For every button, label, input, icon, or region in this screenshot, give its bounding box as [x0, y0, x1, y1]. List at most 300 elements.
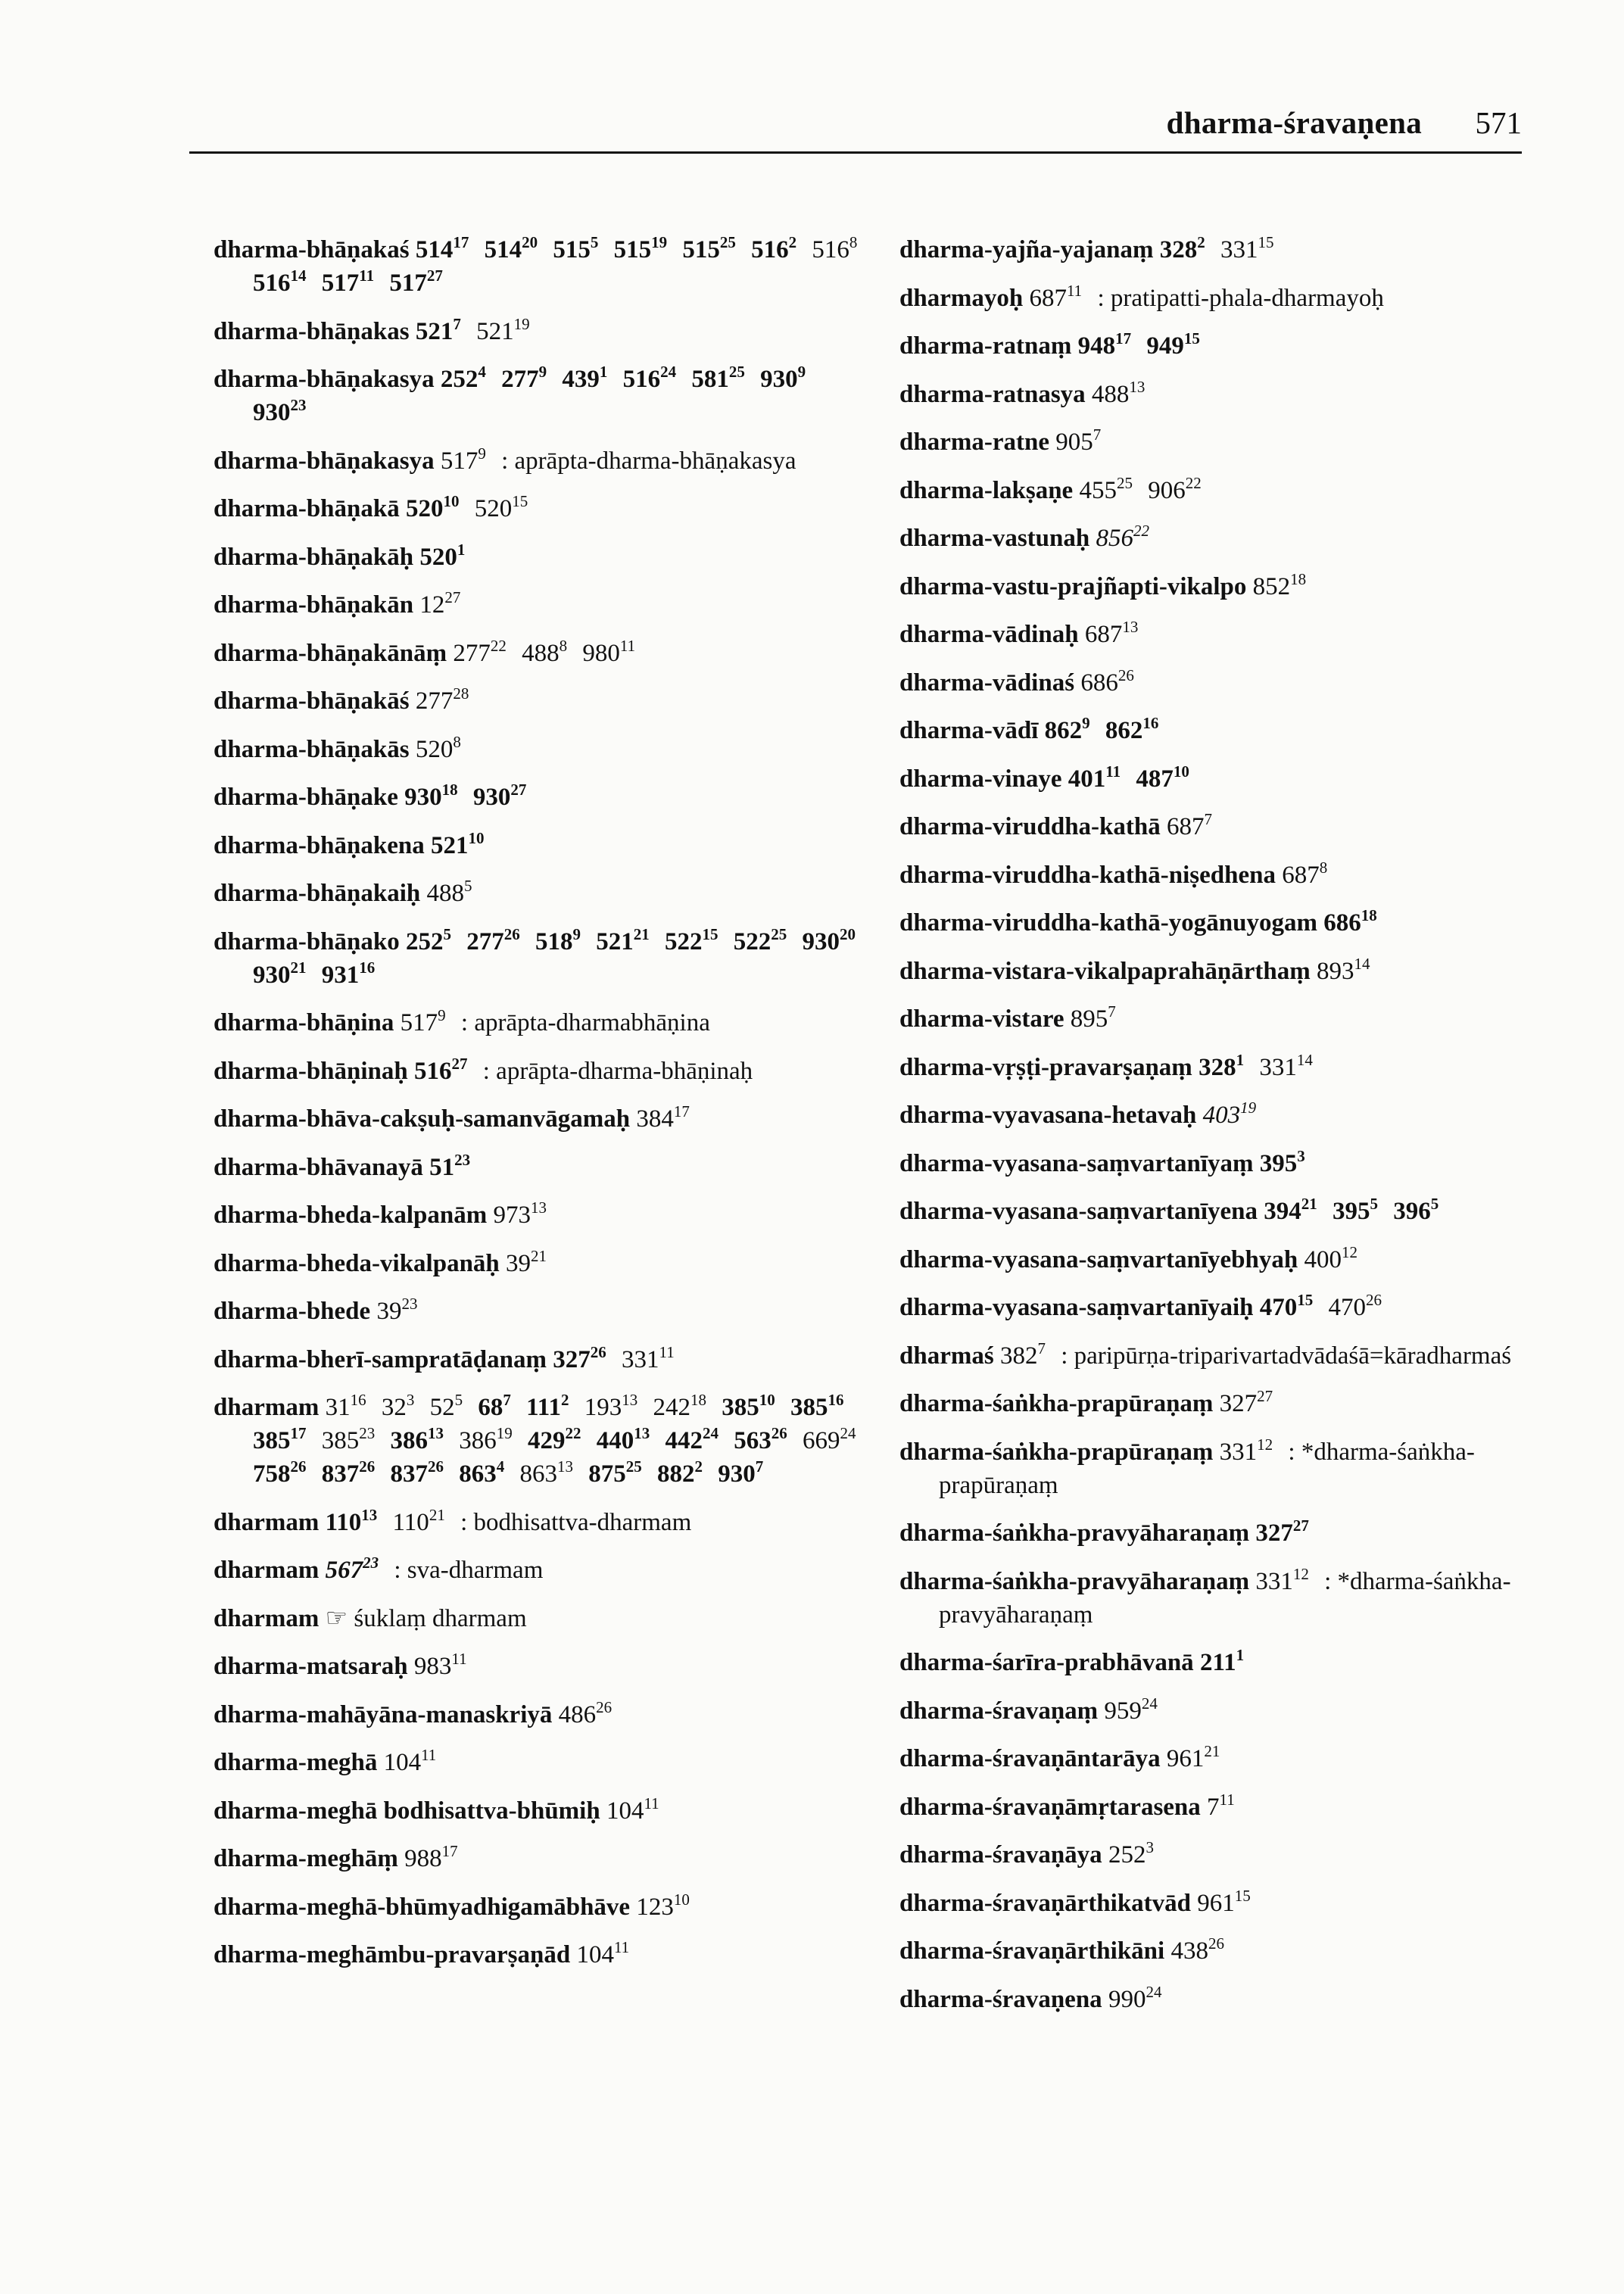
entry-headword: dharma-śravaṇārthikatvād [899, 1889, 1192, 1917]
line-number: 26 [428, 1457, 444, 1476]
entry-headword: dharma-bhāṇakasya [214, 366, 435, 393]
line-number: 5 [454, 1391, 463, 1409]
page-reference: $39^{23}$ [376, 1295, 418, 1325]
page-reference: $518^9$ [535, 924, 581, 955]
page-reference: $331^{14}$ [1259, 1050, 1313, 1081]
page-reference: $521^{21}$ [596, 924, 650, 955]
line-number: 9 [797, 363, 806, 381]
entry-headword: dharma-viruddha-kathā-niṣedhena [899, 861, 1276, 889]
line-number: 13 [1129, 377, 1146, 396]
entry-headword: dharma-śravaṇārthikāni [899, 1937, 1165, 1965]
index-entry [214, 1055, 880, 1088]
page-reference: $277^{26}$ [466, 924, 520, 955]
page-reference: $520^8$ [415, 732, 461, 763]
entry-note: : aprāpta-dharmabhāṇina [460, 1009, 710, 1036]
index-entry [899, 570, 1528, 603]
page-reference: $211^1$ [1199, 1646, 1245, 1676]
page-reference: $52^5$ [429, 1391, 463, 1421]
line-number: 27 [426, 266, 443, 285]
line-number: 16 [1142, 714, 1159, 732]
index-entry [899, 906, 1528, 940]
line-number: 11 [613, 1938, 630, 1956]
line-number: 13 [634, 1424, 650, 1442]
entry-headword: dharma-vyasana-saṃvartanīyebhyaḥ [899, 1245, 1298, 1273]
page-reference: $521^7$ [415, 314, 461, 345]
line-number: 20 [522, 233, 538, 251]
line-number: 17 [453, 233, 469, 251]
index-entry [214, 684, 880, 718]
entry-note: ☞ śuklaṃ dharmam [325, 1604, 527, 1632]
page-reference: $517^9$ [400, 1006, 446, 1036]
line-number: 13 [557, 1457, 573, 1476]
entry-headword: dharma-śarīra-prabhāvanā [899, 1649, 1194, 1676]
entry-headword: dharma-viruddha-kathā [899, 813, 1161, 840]
page-reference: $837^{26}$ [321, 1457, 376, 1488]
page-reference: $488^5$ [426, 877, 472, 907]
entry-headword: dharmayoḥ [899, 284, 1024, 312]
page-reference: $395^3$ [1259, 1146, 1305, 1177]
page-reference: $328^1$ [1199, 1050, 1245, 1081]
page-reference: $758^{26}$ [253, 1457, 307, 1488]
page-reference: $980^{11}$ [582, 636, 636, 667]
page-reference: $567^{23}$ [325, 1554, 379, 1584]
index-entry [214, 363, 880, 429]
index-entry [214, 925, 880, 992]
page-reference: $110^{21}$ [392, 1505, 445, 1536]
page-reference: $242^{18}$ [653, 1391, 706, 1421]
line-number: 8 [453, 732, 461, 751]
left-index-column [214, 233, 880, 1987]
index-entry [214, 781, 880, 814]
page-reference: $875^{25}$ [588, 1457, 642, 1488]
page-reference: $961^{21}$ [1166, 1742, 1220, 1772]
page-reference: $516^{14}$ [253, 266, 307, 297]
entry-headword: dharma-vistare [899, 1005, 1064, 1033]
line-number: 25 [1116, 473, 1133, 492]
entry-headword: dharma-mahāyāna-manaskriyā [214, 1700, 553, 1728]
page-reference: $277^{28}$ [415, 684, 469, 715]
page-reference: $930^9$ [760, 363, 806, 393]
entry-headword: dharma-bhāṇakānāṃ [214, 639, 447, 667]
entry-headword: dharma-matsaraḥ [214, 1653, 408, 1680]
line-number: 3 [406, 1391, 415, 1409]
index-entry [214, 877, 880, 910]
index-entry [214, 1247, 880, 1280]
line-number: 25 [728, 363, 745, 381]
page-reference: $862^9$ [1044, 714, 1090, 744]
page-reference: $327^{27}$ [1255, 1516, 1309, 1547]
line-number: 24 [660, 363, 677, 381]
line-number: 24 [703, 1424, 718, 1442]
line-number: 23 [359, 1424, 376, 1442]
entry-headword: dharma-bhāṇakāś [214, 687, 410, 715]
line-number: 11 [451, 1650, 467, 1668]
page-reference: $983^{11}$ [413, 1650, 467, 1680]
page-reference: $386^{13}$ [390, 1424, 444, 1454]
line-number: 3 [1146, 1838, 1154, 1856]
index-entry [899, 1435, 1528, 1502]
page-reference: $331^{11}$ [622, 1342, 675, 1373]
page-reference: $385^{10}$ [722, 1391, 775, 1421]
index-entry [214, 444, 880, 478]
line-number: 10 [443, 492, 460, 510]
page-reference: $12^{27}$ [419, 588, 461, 619]
entry-headword: dharma-vādinaś [899, 669, 1075, 697]
line-number: 5 [443, 924, 451, 943]
index-entry [899, 233, 1528, 266]
line-number: 25 [625, 1457, 642, 1476]
page-reference: $470^{15}$ [1259, 1291, 1314, 1321]
page-reference: $31^{16}$ [325, 1391, 366, 1421]
page-header [189, 97, 1522, 154]
page-reference: $442^{24}$ [665, 1424, 718, 1454]
line-number: 15 [702, 924, 718, 943]
page-reference: $401^{11}$ [1068, 762, 1121, 793]
entry-headword: dharma-vastunaḥ [899, 525, 1090, 552]
line-number: 2 [1197, 233, 1205, 251]
entry-headword: dharma-bhāṇakasya [214, 447, 435, 475]
page-reference: $856^{22}$ [1096, 522, 1149, 552]
entry-headword: dharma-vyavasana-hetavaḥ [899, 1102, 1197, 1129]
line-number: 26 [596, 1697, 613, 1716]
index-entry [899, 1387, 1528, 1420]
page-reference: $470^{26}$ [1328, 1291, 1382, 1321]
page-reference: $669^{24}$ [803, 1424, 856, 1454]
entry-headword: dharma-bhāvanayā [214, 1153, 423, 1181]
index-entry [899, 1051, 1528, 1084]
page-reference: $488^8$ [522, 636, 568, 667]
entry-headword: dharma-vistara-vikalpaprahāṇārthaṃ [899, 957, 1311, 985]
index-entry [214, 1006, 880, 1039]
line-number: 7 [453, 314, 461, 333]
page-reference: $104^{11}$ [606, 1794, 659, 1825]
line-number: 17 [290, 1424, 307, 1442]
page-reference: $522^{25}$ [733, 924, 787, 955]
index-entry [899, 1099, 1528, 1132]
line-number: 26 [1117, 665, 1134, 684]
line-number: 1 [457, 540, 466, 559]
index-entry [214, 1794, 880, 1828]
line-number: 27 [510, 781, 527, 799]
page-reference: $277^{22}$ [453, 636, 507, 667]
line-number: 13 [361, 1505, 378, 1524]
index-entry [899, 1339, 1528, 1373]
page-reference: $395^5$ [1333, 1195, 1379, 1225]
page-reference: $930^{18}$ [404, 781, 458, 811]
page-reference: $252^5$ [406, 924, 451, 955]
line-number: 2 [694, 1457, 703, 1476]
page-reference: $486^{26}$ [558, 1697, 613, 1728]
line-number: 1 [1236, 1646, 1245, 1664]
page-reference: $487^{10}$ [1136, 762, 1189, 793]
page-reference: $862^{16}$ [1105, 714, 1159, 744]
line-number: 16 [359, 958, 376, 977]
index-entry [899, 1983, 1528, 2016]
page-reference: $514^{17}$ [415, 233, 469, 263]
entry-headword: dharma-bhāṇakān [214, 591, 414, 619]
line-number: 9 [538, 363, 547, 381]
page-reference: $514^{20}$ [484, 233, 538, 263]
index-entry [899, 1147, 1528, 1180]
page-reference: $930^{23}$ [253, 396, 307, 426]
index-entry [899, 378, 1528, 411]
line-number: 24 [1146, 1982, 1162, 2001]
line-number: 28 [453, 684, 469, 703]
page-reference: $973^{13}$ [493, 1198, 547, 1229]
page-reference: $327^{27}$ [1219, 1387, 1273, 1417]
entry-headword: dharma-śaṅkha-pravyāharaṇaṃ [899, 1567, 1250, 1595]
line-number: 23 [290, 396, 307, 414]
page-reference: $687^{13}$ [1084, 618, 1139, 648]
entry-note: : *dharma-śaṅkha-prapūraṇaṃ [939, 1438, 1475, 1499]
entry-headword: dharma-viruddha-kathā-yogānuyogam [899, 909, 1317, 937]
page-reference: $930^{20}$ [802, 924, 856, 955]
index-entry [899, 425, 1528, 459]
page-reference: $516^8$ [812, 233, 858, 263]
entry-headword: dharmam [214, 1557, 320, 1584]
page-reference: $104^{11}$ [383, 1746, 437, 1776]
entry-headword: dharmaś [899, 1342, 994, 1370]
line-number: 24 [1141, 1694, 1158, 1713]
page-reference: $51^{23}$ [429, 1150, 471, 1181]
entry-headword: dharma-bhāṇakena [214, 831, 425, 859]
entry-headword: dharma-bhāṇako [214, 927, 400, 955]
index-entry [899, 1646, 1528, 1679]
entry-headword: dharma-bhāva-cakṣuḥ-samanvāgamaḥ [214, 1105, 631, 1133]
page-reference: $32^3$ [381, 1391, 415, 1421]
line-number: 23 [454, 1150, 471, 1169]
index-entry [214, 315, 880, 348]
line-number: 12 [1292, 1564, 1309, 1583]
page-reference: $905^7$ [1055, 425, 1102, 456]
page-reference: $581^{25}$ [691, 363, 745, 393]
line-number: 2 [788, 233, 797, 251]
line-number: 1 [599, 363, 608, 381]
line-number: 11 [659, 1342, 675, 1361]
index-entry [214, 541, 880, 574]
page-reference: $385^{17}$ [253, 1424, 307, 1454]
line-number: 7 [1108, 1002, 1116, 1021]
line-number: 18 [1361, 906, 1377, 924]
page-reference: $516^2$ [751, 233, 797, 263]
entry-headword: dharma-bhāṇakas [214, 317, 410, 345]
index-entry [899, 1742, 1528, 1775]
line-number: 12 [1341, 1242, 1357, 1261]
index-entry [214, 588, 880, 622]
page-reference: $331^{12}$ [1219, 1435, 1273, 1466]
index-entry [899, 714, 1528, 747]
page-reference: $488^{13}$ [1091, 377, 1146, 408]
line-number: 23 [401, 1295, 418, 1313]
entry-headword: dharma-bhāṇakaś [214, 236, 410, 263]
index-entry [214, 1698, 880, 1731]
entry-headword: dharma-meghā bodhisattva-bhūmiḥ [214, 1797, 600, 1825]
entry-headword: dharma-bhāṇake [214, 784, 398, 811]
page-reference: $252^4$ [440, 363, 486, 393]
line-number: 26 [590, 1342, 606, 1361]
line-number: 26 [503, 924, 520, 943]
page-reference: $439^1$ [562, 363, 608, 393]
line-number: 20 [840, 924, 856, 943]
page-reference: $517^{27}$ [389, 266, 443, 297]
index-entry [899, 1694, 1528, 1728]
entry-headword: dharma-yajña-yajanaṃ [899, 236, 1154, 263]
entry-note: : bodhisattva-dharmam [460, 1508, 692, 1536]
line-number: 21 [633, 924, 650, 943]
entry-headword: dharma-śaṅkha-prapūraṇaṃ [899, 1390, 1214, 1417]
index-entry [899, 618, 1528, 651]
line-number: 25 [719, 233, 736, 251]
entry-headword: dharma-vādī [899, 717, 1039, 744]
page-reference: $988^{17}$ [404, 1842, 458, 1872]
line-number: 7 [755, 1457, 764, 1476]
line-number: 7 [503, 1391, 511, 1409]
line-number: 11 [1066, 281, 1083, 300]
line-number: 22 [490, 636, 507, 655]
entry-headword: dharma-bhāṇakās [214, 735, 410, 763]
page-reference: $104^{11}$ [576, 1938, 630, 1968]
line-number: 17 [673, 1102, 690, 1121]
page-reference: $686^{26}$ [1080, 665, 1134, 697]
page-reference: $328^2$ [1159, 233, 1205, 263]
line-number: 24 [840, 1424, 856, 1442]
index-entry [214, 1391, 880, 1491]
line-number: 10 [1173, 762, 1189, 781]
line-number: 10 [468, 828, 485, 847]
line-number: 16 [828, 1391, 844, 1409]
index-entry [214, 1650, 880, 1683]
page-reference: $961^{15}$ [1197, 1886, 1251, 1917]
page-reference: $948^{17}$ [1077, 329, 1132, 360]
line-number: 27 [1292, 1516, 1309, 1535]
line-number: 14 [1354, 954, 1370, 973]
page-reference: $837^{26}$ [390, 1457, 444, 1488]
index-entry [899, 282, 1528, 315]
line-number: 15 [1297, 1291, 1314, 1309]
entry-headword: dharma-bhāṇina [214, 1009, 394, 1036]
line-number: 15 [512, 492, 528, 510]
page-reference: $863^{13}$ [519, 1457, 573, 1488]
line-number: 19 [513, 314, 530, 333]
line-number: 15 [1258, 233, 1274, 251]
page-reference: $895^7$ [1070, 1002, 1116, 1033]
line-number: 4 [496, 1457, 505, 1476]
index-entry [214, 1746, 880, 1779]
page-reference: $906^{22}$ [1148, 473, 1202, 504]
entry-headword: dharma-śravaṇāya [899, 1841, 1102, 1869]
entry-headword: dharma-ratne [899, 429, 1049, 456]
page-reference: $516^{24}$ [622, 363, 677, 393]
line-number: 27 [451, 1054, 468, 1073]
index-entry [214, 637, 880, 670]
line-number: 4 [478, 363, 486, 381]
index-entry [899, 1565, 1528, 1632]
index-entry [899, 955, 1528, 988]
page-reference: $687^{11}$ [1029, 281, 1083, 312]
entry-note: : aprāpta-dharma-bhāṇinaḥ [482, 1057, 753, 1085]
page-reference: $403^{19}$ [1202, 1099, 1257, 1129]
line-number: 13 [428, 1424, 444, 1442]
index-entry [899, 1838, 1528, 1872]
line-number: 26 [290, 1457, 307, 1476]
line-number: 18 [441, 781, 458, 799]
line-number: 2 [560, 1391, 569, 1409]
page-reference: $396^5$ [1393, 1195, 1439, 1225]
page-reference: $123^{10}$ [636, 1890, 690, 1921]
line-number: 5 [1430, 1195, 1439, 1213]
index-entry [899, 329, 1528, 363]
page-reference: $455^{25}$ [1079, 473, 1133, 504]
page-reference: $515^5$ [553, 233, 599, 263]
page-reference: $522^{15}$ [665, 924, 718, 955]
line-number: 26 [1208, 1934, 1224, 1953]
line-number: 22 [1133, 522, 1149, 540]
line-number: 7 [1037, 1339, 1046, 1357]
index-entry [214, 233, 880, 300]
index-entry [214, 1295, 880, 1328]
line-number: 12 [1257, 1435, 1273, 1454]
line-number: 25 [771, 924, 787, 943]
line-number: 19 [1240, 1099, 1257, 1117]
index-entry [214, 1938, 880, 1971]
page-reference: $252^3$ [1108, 1838, 1154, 1869]
entry-headword: dharma-śaṅkha-prapūraṇaṃ [899, 1438, 1214, 1466]
entry-note: : pratipatti-phala-dharmayoḥ [1097, 284, 1384, 312]
page-reference: $521^{10}$ [431, 828, 485, 859]
line-number: 9 [572, 924, 581, 943]
line-number: 11 [1105, 762, 1121, 781]
line-number: 8 [559, 636, 568, 655]
page-reference: $930^{21}$ [253, 958, 307, 989]
entry-headword: dharma-vādinaḥ [899, 621, 1079, 648]
page-reference: $687^8$ [1282, 858, 1328, 889]
line-number: 27 [1257, 1387, 1273, 1405]
entry-headword: dharma-lakṣaṇe [899, 476, 1074, 504]
page-reference: $111^2$ [526, 1391, 569, 1421]
page-number: 571 [1475, 105, 1522, 140]
index-entry [899, 1934, 1528, 1968]
page-reference: $863^4$ [459, 1457, 505, 1488]
line-number: 21 [531, 1246, 547, 1265]
index-entry [214, 492, 880, 525]
page-reference: $930^{27}$ [472, 781, 527, 811]
line-number: 10 [759, 1391, 775, 1409]
entry-headword: dharma-vyasana-saṃvartanīyaṃ [899, 1149, 1254, 1177]
line-number: 11 [359, 266, 375, 285]
entry-headword: dharma-śravaṇāmṛtarasena [899, 1793, 1201, 1821]
index-entry [214, 829, 880, 862]
index-entry [899, 1791, 1528, 1824]
page-reference: $990^{24}$ [1108, 1982, 1162, 2013]
page-reference: $882^2$ [657, 1457, 703, 1488]
page-reference: $331^{15}$ [1220, 233, 1274, 263]
line-number: 10 [673, 1890, 690, 1909]
running-head: dharma-śravaṇena [1166, 105, 1422, 140]
line-number: 8 [1319, 858, 1328, 877]
entry-headword: dharma-meghāmbu-pravarṣaṇād [214, 1941, 571, 1968]
page-reference: $893^{14}$ [1316, 954, 1370, 985]
entry-headword: dharma-śravaṇaṃ [899, 1697, 1099, 1725]
index-entry [899, 522, 1528, 555]
index-entry [214, 1151, 880, 1184]
page-reference: $949^{15}$ [1146, 329, 1200, 360]
page-reference: $385^{23}$ [321, 1424, 376, 1454]
line-number: 7 [1204, 810, 1212, 828]
page-reference: $384^{17}$ [636, 1102, 690, 1133]
line-number: 9 [438, 1006, 446, 1024]
page-reference: $331^{12}$ [1255, 1564, 1309, 1595]
line-number: 11 [644, 1794, 659, 1812]
